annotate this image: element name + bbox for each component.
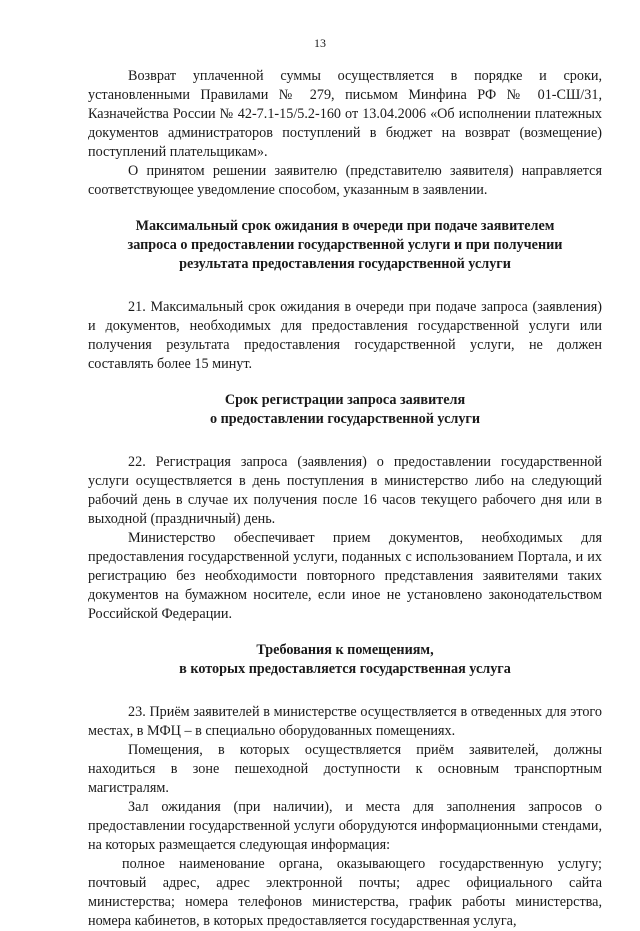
item-22: 22. Регистрация запроса (заявления) о предоставлении государственной услуги осуществляется в день поступления в министерство либо на следующий рабочий день в случае их получения после 16 часов текущего рабочего дня или в выходной (праздничный) день. <box>88 454 602 527</box>
paragraph: Министерство обеспечивает прием документов, необходимых для предоставления государственной услуги, поданных с использованием Портала, и их регистрацию без необходимости повторного представления заявителями таких документов на бумажном носителе, если иное не установлено законодательством Российской Федерации. <box>88 530 602 622</box>
paragraph: Возврат уплаченной суммы осуществляется в порядке и сроки, установленными Правилами № 279, письмом Минфина РФ № 01-СШ/31, Казначейства России № 42-7.1-15/5.2-160 от 13.04.2006 «Об исполнении платежных документов администраторов поступлений в бюджет на возврат (возмещение) поступлений плательщикам». <box>88 68 602 160</box>
document-body <box>88 67 602 931</box>
section-heading: Требования к помещениям, в которых предоставляется государственная услуга <box>179 642 511 677</box>
item-23: 23. Приём заявителей в министерстве осуществляется в отведенных для этого местах, в МФЦ – в специально оборудованных помещениях. <box>88 704 602 739</box>
paragraph: полное наименование органа, оказывающего государственную услугу; почтовый адрес, адрес электронной почты; адрес официального сайта министерства; номера телефонов министерства, график работы министерства, номера кабинетов, в которых предоставляется государственная услуга, <box>88 856 602 929</box>
page-number: 13 <box>314 36 326 50</box>
section-heading: Срок регистрации запроса заявителя о предоставлении государственной услуги <box>209 392 481 427</box>
paragraph: О принятом решении заявителю (представителю заявителя) направляется соответствующее уведомление способом, указанным в заявлении. <box>88 163 602 198</box>
paragraph: Помещения, в которых осуществляется приём заявителей, должны находиться в зоне пешеходной доступности к основным транспортным магистралям. <box>88 742 602 796</box>
item-21: 21. Максимальный срок ожидания в очереди при подаче запроса (заявления) и документов, необходимых для предоставления государственной услуги или получения результата предоставления государственной услуги, не должен составлять более 15 минут. <box>88 299 602 372</box>
paragraph: Зал ожидания (при наличии), и места для заполнения запросов о предоставлении государственной услуги оборудуются информационными стендами, на которых размещается следующая информация: <box>88 799 602 853</box>
section-heading: Максимальный срок ожидания в очереди при подаче заявителем запроса о предоставлении государственной услуги и при получении результата предоставления государственной услуги <box>127 218 563 272</box>
